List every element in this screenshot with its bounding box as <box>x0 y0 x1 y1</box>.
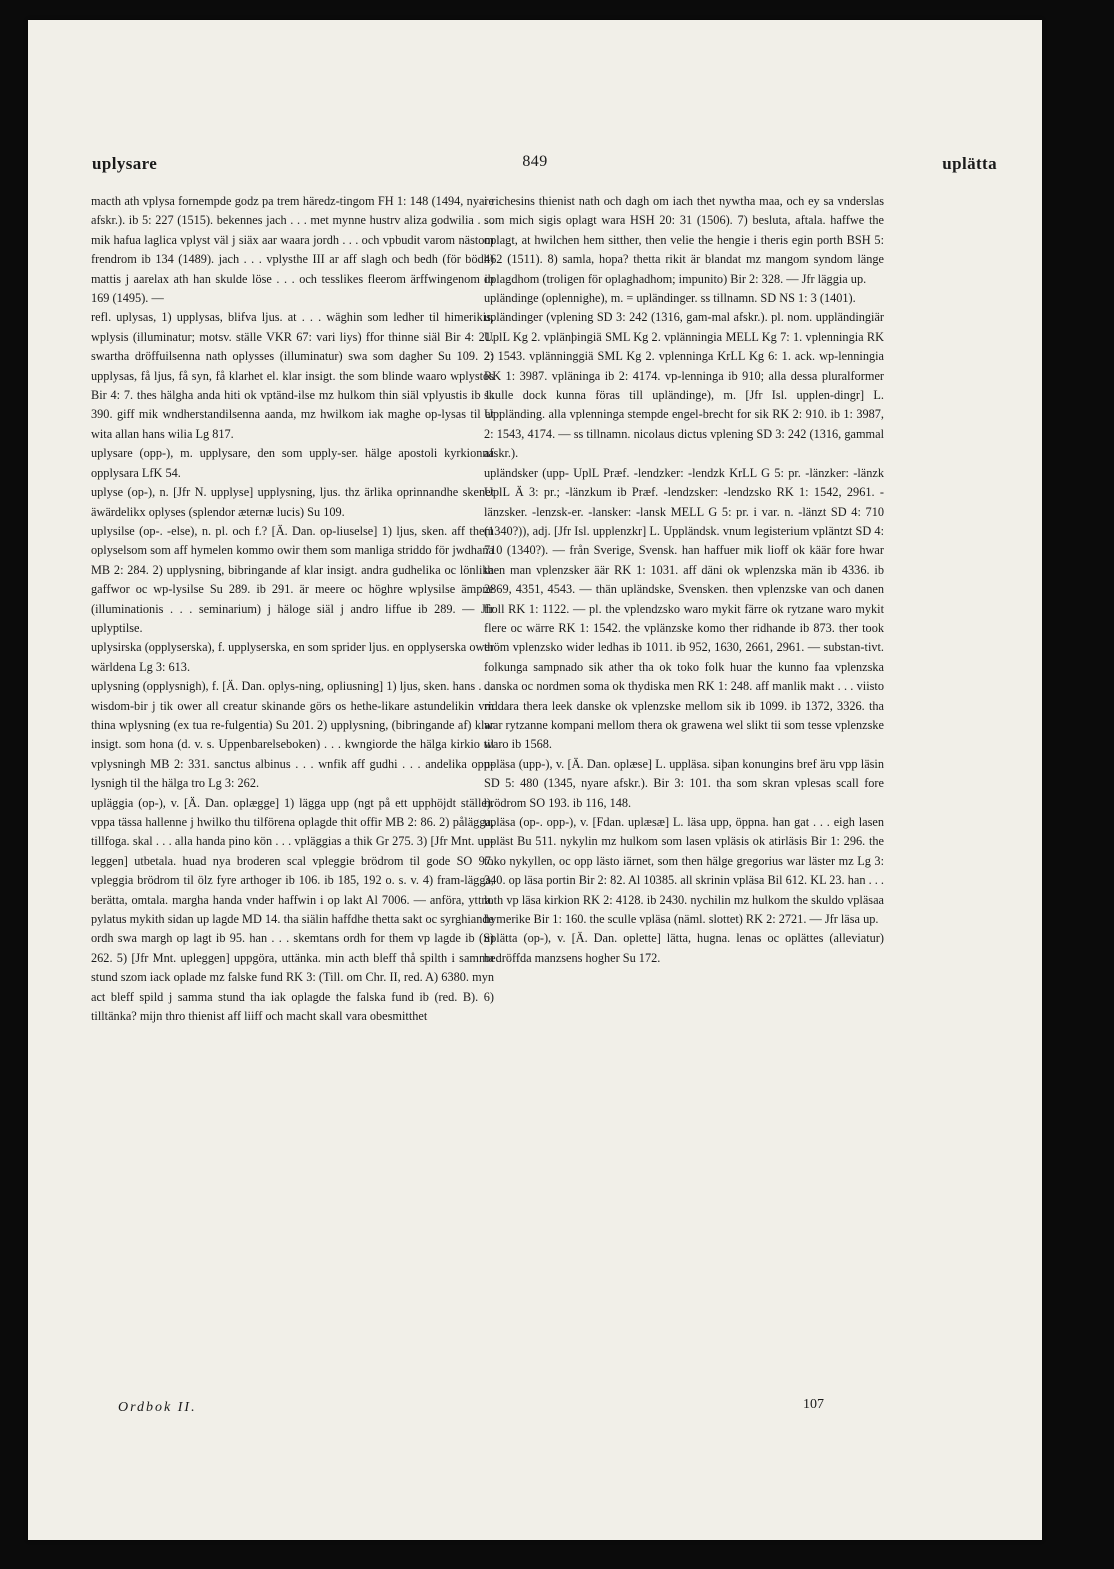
sheet-number: 107 <box>803 1397 824 1412</box>
entry-paragraph: upländinger (vplening SD 3: 242 (1316, gam-mal afskr.). pl. nom. uppländingiär UplL Kg 2. vplänþingiä SML Kg 2. vplänningia MELL Kg 7: 1. vplenningia RK 2: 1543. vplänninggiä SML Kg 2. vplenninga KrLL Kg 6: 1. ack. wp-lenningia RK 1: 3987. vpläninga ib 2: 4174. vp-lenninga ib 910; alla dessa pluralformer skulle dock kunna föras till upländinge), m. [Jfr Isl. upplen-dingr] L. Uppländing. alla vplenninga stempde engel-brecht for sik RK 2: 910. ib 1: 3987, 2: 1543, 4174. — ss tillnamn. nicolaus dictus vplening SD 3: 242 (1316, gammal afskr.). <box>484 310 884 461</box>
entry-paragraph: uplysilse (op-. -else), n. pl. och f.? [Ä. Dan. op-liuselse] 1) ljus, sken. aff them oplyselsom som aff hymelen kommo owir them som manliga striddo för jwdhana MB 2: 284. 2) upplysning, bibringande af klar insigt. andra gudhelika oc lönlika gaffwor oc wp-lysilse Su 289. ib 291. är meere oc höghre wplysilse ämpne (illuminationis . . . seminarium) j häloge siäl j andro liffue ib 289. — Jfr uplyptilse. <box>91 523 494 635</box>
entry-paragraph: upläsa (upp-), v. [Ä. Dan. oplæse] L. uppläsa. siþan konungins bref äru vpp läsin SD 5: 480 (1345, nyare afskr.). Bir 3: 101. tha som skran vplesas scall fore brödrom SO 193. ib 116, 148. <box>484 756 884 810</box>
entry-paragraph: uplysare (opp-), m. upplysare, den som upply-ser. hälge apostoli kyrkionna opplysara LfK 54. <box>91 446 494 480</box>
entry-paragraph: uplysirska (opplyserska), f. upplyserska, en som sprider ljus. en opplyserska ower wärldena Lg 3: 613. <box>91 640 494 674</box>
page-number-top: 849 <box>522 153 548 170</box>
running-head-left: uplysare <box>92 154 158 173</box>
entry-paragraph: upländinge (oplennighe), m. = upländinger. ss tillnamn. SD NS 1: 3 (1401). <box>484 291 856 306</box>
entry-paragraph: uplysning (opplysnigh), f. [Ä. Dan. oplys-ning, opliusning] 1) ljus, sken. hans . . . wisdom-bir j tik ower all creatur skinande görs os hethe-likare astundelikin vm thina wplysning (ex tua re-fulgentia) Su 201. 2) upplysning, (bibringande af) klar insigt. som hona (d. v. s. Uppenbarelseboken) . . . kwngiorde the hälga kirkio til vplysningh MB 2: 331. sanctus albinus . . . wnfik aff gudhi . . . andelika opp-lysnigh til the hälga tro Lg 3: 262. <box>91 679 494 791</box>
entry-paragraph: upläsa (op-. opp-), v. [Fdan. uplæsæ] L. läsa upp, öppna. han gat . . . eigh lasen upläst Bu 511. nykylin mz hulkom som lasen vpläsis ok atirläsis Bir 1: 296. the toko nykyllen, oc opp lästo iärnet, som then hälge gregorius war läster mz Lg 3: 340. op läsa portin Bir 2: 82. Al 10385. all skrinin vpläsa Bil 612. KL 23. han . . . loth vp läsa kirkion RK 2: 4128. ib 2430. nychilin mz hulkom the skuldo vpläsaa hymerike Bir 1: 160. the sculle vpläsa (näml. slottet) RK 2: 2721. — Jfr läsa up. <box>484 815 884 927</box>
left-column <box>91 192 494 1026</box>
entry-paragraph: macth ath vplysa fornempde godz pa trem häredz-tingom FH 1: 148 (1494, nyare afskr.). ib 5: 227 (1515). bekennes jach . . . met mynne hustrv aliza godwilia . . . mik hafua laglica vplyst väl j siäx aar waara jordh . . . och vpbudit varom nästom frendrom ib 134 (1489). jach . . . vplysthe III ar aff slagh och bedh (för bödh) mattis j aarelax ath han skulde löse . . . och tesslikes fleerom ärffwingenom ib 169 (1495). — <box>91 194 494 306</box>
dictionary-page <box>28 20 1042 1540</box>
entry-paragraph: i richesins thienist nath och dagh om iach thet nywtha maa, och ey sa vnderslas som mich sigis oplagt wara HSH 20: 31 (1506). 7) besluta, aftala. haffwe the oplagt, at hwilchen hem sitther, then velie the hengie i theris egin porth BSH 5: 462 (1511). 8) samla, hopa? thetta rikit är blandat mz mangom syndom länge oplagdhom (troligen för oplaghadhom; impunito) Bir 2: 328. — Jfr läggia up. <box>484 194 884 286</box>
signature-mark: Ordbok II. <box>118 1400 197 1415</box>
entry-paragraph: refl. uplysas, 1) upplysas, blifva ljus. at . . . wäghin som ledher til himerikis, wplysis (illuminatur; motsv. ställe VKR 67: vari liys) ffor thinne siäl Bir 4: 21. swartha dröffuilsenna nath oplysses (illuminatur) swa som dagher Su 109. 2) upplysas, få ljus, få syn, få klarhet el. klar insigt. the som blinde waaro wplystos Bir 4: 7. thes hälgha anda hiti ok vptänd-ilse mz hulkom thin siäl vplyustis ib 1: 390. giff mik wndherstandilsenna aanda, mz hwilkom iak maghe op-lysas til at wita allan hans wilia Lg 817. <box>91 310 494 441</box>
right-column <box>484 192 884 968</box>
entry-paragraph: upländsker (upp- UplL Præf. -lendzker: -lendzk KrLL G 5: pr. -länzker: -länzk UplL Ä 3: pr.; -länzkum ib Præf. -lendzsker: -lendzsko RK 1: 1542, 2961. -länzsker. -lenzsk-er. -lansker: -lansk MELL G 5: pr. i var. n. -länzt SD 4: 710 (1340?)), adj. [Jfr Isl. upplenzkr] L. Uppländsk. vnum legisterium vpläntzt SD 4: 710 (1340?). — från Sverige, Svensk. han haffuer mik lioff ok käär fore hwar then man vplenzsker äär RK 1: 1031. aff däni ok wplenzska män ib 4336. ib 2869, 4351, 4543. — thän upländske, Svensken. then vplenzske van och danen fioll RK 1: 1122. — pl. the vplendzsko waro mykit färre ok rytzane waro mykit flere oc wärre RK 1: 1542. the vplänzske komo ther ridhande ib 873. ther took thöm vplenzsko wider ledhas ib 1011. ib 952, 1630, 2661, 2961. — substan-tivt. folkunga sampnado sik ather tha ok toko folk huar the kunno faa vplenzska danska oc nordmen soma ok thydiska men RK 1: 248. aff manlik makt . . . viisto riddara thera leek danske ok vplenzske mellom sik ib 1099. ib 1372, 3326. tha war rytzanne kompani mellom thera ok grawena wel slikt tii som tesse vplenzske waro ib 1568. <box>484 465 884 752</box>
running-head-right: uplätta <box>942 154 997 173</box>
entry-paragraph: uplyse (op-), n. [Jfr N. upplyse] upplysning, ljus. thz ärlika oprinnandhe skenet äwärdelikx oplyses (splendor æternæ lucis) Su 109. <box>91 485 494 519</box>
entry-paragraph: upläggia (op-), v. [Ä. Dan. oplægge] 1) lägga upp (ngt på ett upphöjdt ställe). vppa tässa hallenne j hwilko thu tilförena oplagde thit offir MB 2: 86. 2) pålägga, tillfoga. skal . . . alla handa pino kön . . . vpläggias a thik Gr 275. 3) [Jfr Mnt. up-leggen] utbetala. huad nya broderen scal vpleggie brödrom til gode SO 97. vpleggia brödrom til ölz fyre arthoger ib 106. ib 185, 192 o. s. v. 4) fram-lägga, berätta, omtala. margha handa vnder haffwin i op lakt Al 7006. — anföra, yttra. pylatus mykith sidan up lagde MD 14. tha siälin haffdhe thetta sakt oc syrghiande ordh swa margh op lagt ib 95. han . . . skemtans ordh for them vp lagde ib (S) 262. 5) [Jfr Mnt. upleggen] uppgöra, uttänka. min acth bleff thå spilth i samma stund szom iack oplade mz falske fund RK 3: (Till. om Chr. II, red. A) 6380. myn act bleff spild j samma stund tha iak oplagde the falska fund ib (red. B). 6) tilltänka? mijn thro thienist aff liiff och macht skall vara obesmitthet <box>91 795 494 1024</box>
entry-paragraph: uplätta (op-), v. [Ä. Dan. oplette] lätta, hugna. lenas oc oplättes (alleviatur) bedröffda manzsens hogher Su 172. <box>484 931 884 965</box>
